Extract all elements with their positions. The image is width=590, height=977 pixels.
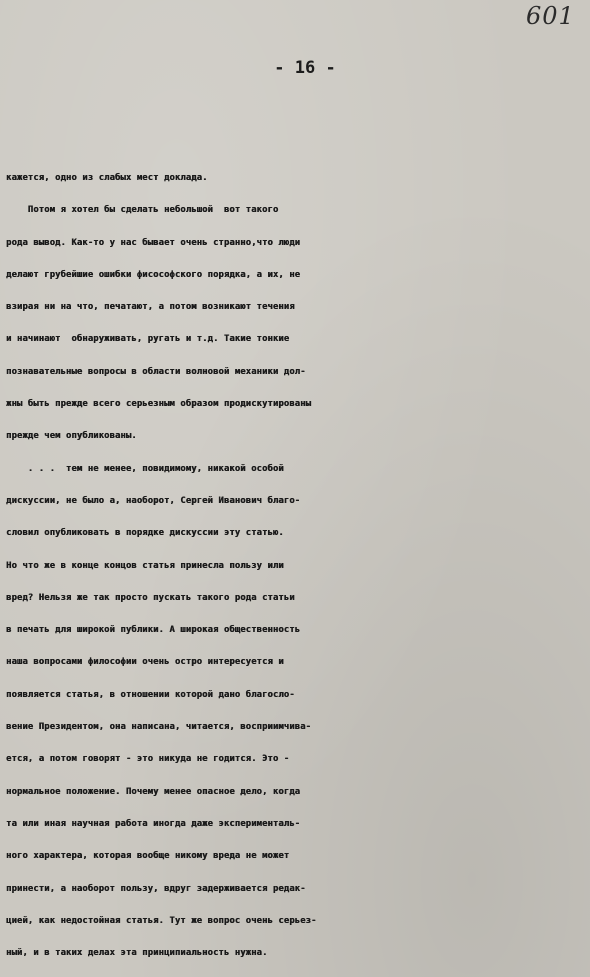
text-line: . . . тем не менее, повидимому, никакой особой bbox=[6, 463, 284, 474]
text-line: словил опубликовать в порядке дискуссии эту статью. bbox=[6, 528, 284, 539]
text-line: вение Президентом, она написана, читается, восприимчива- bbox=[6, 722, 311, 733]
text-line: нормальное положение. Почему менее опасное дело, когда bbox=[6, 786, 301, 797]
text-line: цией, как недостойная статья. Тут же вопрос очень серьез- bbox=[6, 915, 317, 926]
text-line: вред? Нельзя же так просто пускать такого рода статьи bbox=[6, 592, 295, 603]
text-line: делают грубейшие ошибки фисософского порядка, а их, не bbox=[6, 269, 301, 280]
text-line: в печать для широкой публики. А широкая общественность bbox=[6, 625, 301, 636]
text-line: ется, а потом говорят - это никуда не годится. Это - bbox=[6, 754, 290, 765]
body-text bbox=[6, 162, 590, 969]
text-line: Потом я хотел бы сделать небольшой вот такого bbox=[6, 205, 279, 216]
text-line: кажется, одно из слабых мест доклада. bbox=[6, 173, 208, 183]
text-line: та или иная научная работа иногда даже эксперименталь- bbox=[6, 818, 301, 829]
text-line: ный, и в таких делах эта принципиальность нужна. bbox=[6, 948, 268, 959]
text-line: наша вопросами философии очень остро интересуется и bbox=[6, 657, 284, 668]
text-line: дискуссии, не было а, наоборот, Сергей Иванович благо- bbox=[6, 495, 301, 506]
text-line: принести, а наоборот пользу, вдруг задерживается редак- bbox=[6, 883, 306, 894]
page-number: - 16 - bbox=[274, 58, 336, 78]
text-line: рода вывод. Как-то у нас бывает очень странно,что люди bbox=[6, 237, 301, 248]
text-line: прежде чем опубликованы. bbox=[6, 431, 137, 442]
text-line: жны быть прежде всего серьезным образом продискутированы bbox=[6, 399, 311, 410]
text-line: появляется статья, в отношении которой дано благосло- bbox=[6, 689, 295, 700]
archive-page-number: 601 bbox=[526, 2, 575, 30]
text-line: Но что же в конце концов статья принесла пользу или bbox=[6, 560, 284, 571]
text-line: взирая ни на что, печатают, а потом возникают течения bbox=[6, 302, 295, 313]
text-line: ного характера, которая вообще никому вреда не может bbox=[6, 851, 290, 862]
text-line: и начинают обнаруживать, ругать и т.д. Такие тонкие bbox=[6, 334, 290, 345]
text-line: познавательные вопросы в области волновой механики дол- bbox=[6, 366, 306, 377]
